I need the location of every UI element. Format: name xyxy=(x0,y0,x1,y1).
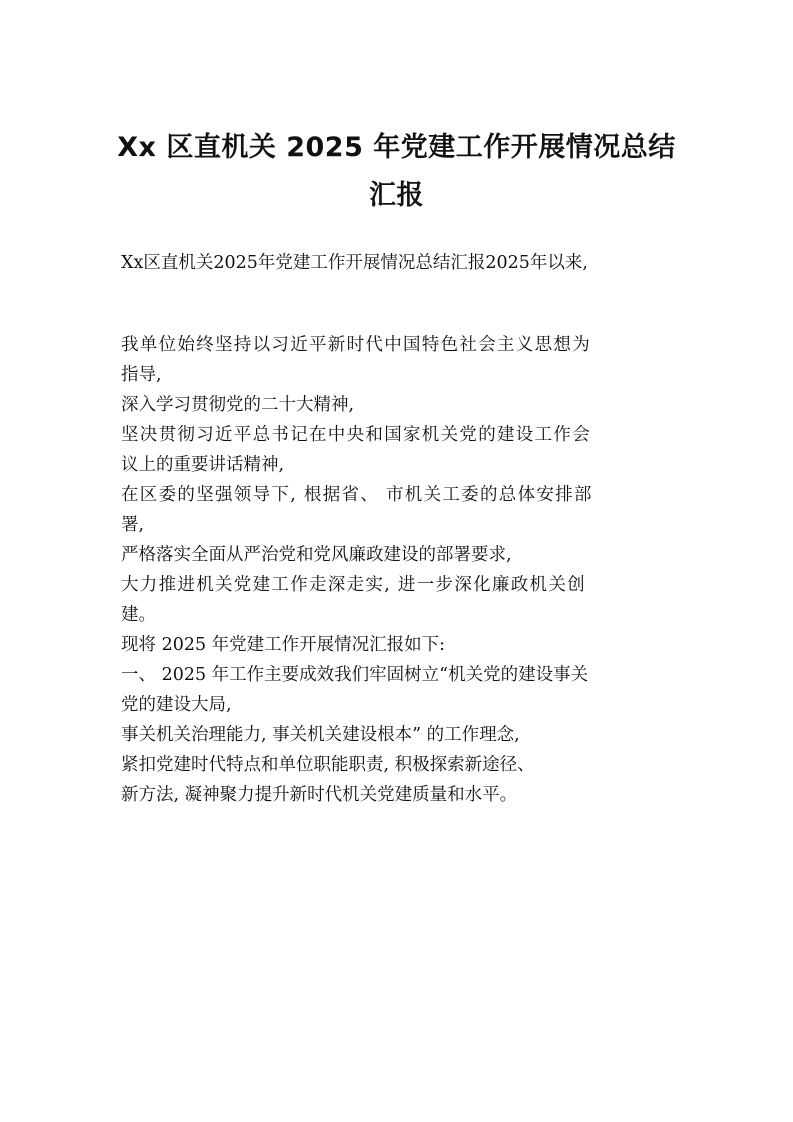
paragraph-line: 深入学习贯彻党的二十大精神, xyxy=(121,395,355,415)
paragraph-line: 党的建设大局, xyxy=(121,695,232,715)
paragraph-line: 紧扣党建时代特点和单位职能职责, 积极探索新途径、 xyxy=(121,755,535,775)
paragraph-line: 在区委的坚强领导下, 根据省、 市机关工委的总体安排部 xyxy=(121,485,593,505)
paragraph-line: 事关机关治理能力, 事关机关建设根本” 的工作理念, xyxy=(121,725,520,745)
paragraph-line: 大力推进机关党建工作走深走实, 进一步深化廉政机关创 xyxy=(121,575,586,595)
document-title xyxy=(90,124,703,220)
title-line-1: Xx 区直机关 2025 年党建工作开展情况总结 xyxy=(117,132,676,163)
paragraph-line: 署, xyxy=(121,515,145,535)
paragraph-line: 坚决贯彻习近平总书记在中央和国家机关党的建设工作会 xyxy=(121,425,591,445)
paragraph-line: 现将 2025 年党建工作开展情况汇报如下: xyxy=(121,635,446,655)
paragraph-line: 一、 2025 年工作主要成效我们牢固树立“机关党的建设事关 xyxy=(121,665,589,685)
paragraph-line: 指导, xyxy=(121,365,162,385)
paragraph-line: 建。 xyxy=(121,605,156,625)
paragraph-line: 我单位始终坚持以习近平新时代中国特色社会主义思想为 xyxy=(121,335,591,355)
paragraph-line: 严格落实全面从严治党和党风廉政建设的部署要求, xyxy=(121,545,512,565)
paragraph-line: 议上的重要讲话精神, xyxy=(121,455,285,475)
body-text xyxy=(121,330,681,810)
paragraph-line: 新方法, 凝神聚力提升新时代机关党建质量和水平。 xyxy=(121,785,518,805)
title-line-2: 汇报 xyxy=(369,180,424,211)
intro-paragraph: Xx区直机关2025年党建工作开展情况总结汇报2025年以来, xyxy=(121,253,588,273)
